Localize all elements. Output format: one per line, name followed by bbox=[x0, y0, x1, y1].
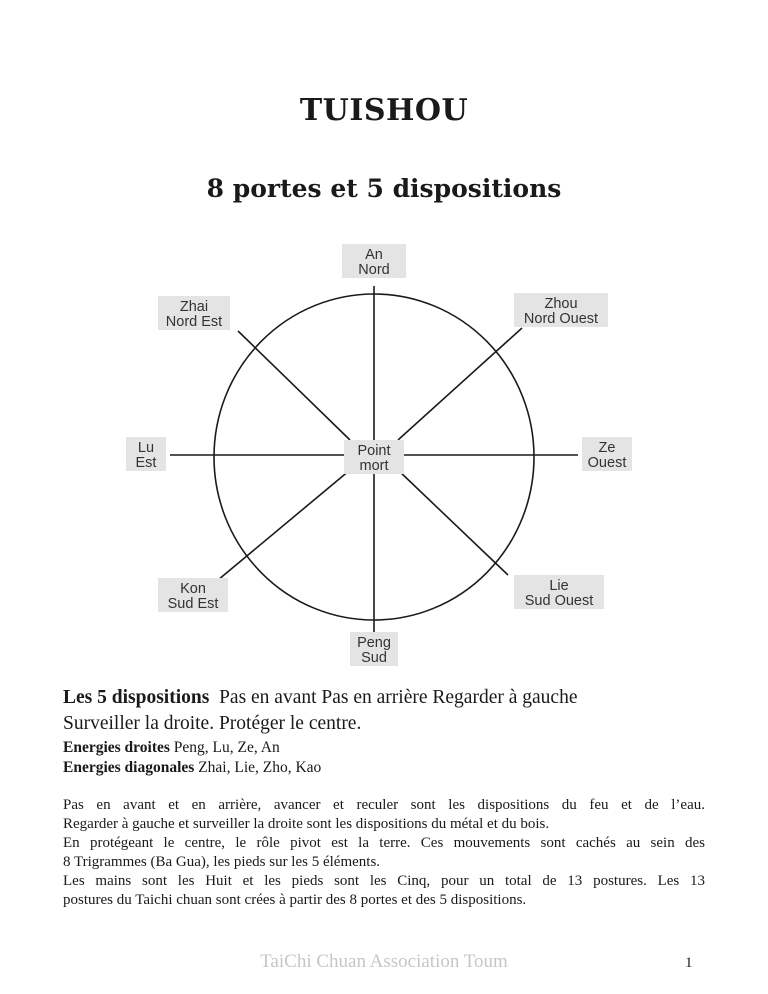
spoke-southwest bbox=[398, 470, 508, 575]
spoke-southeast bbox=[218, 470, 350, 580]
paragraph-line: 8 Trigrammes (Ba Gua), les pieds sur les 5 éléments. bbox=[63, 854, 381, 870]
gate-south-direction: Sud bbox=[361, 650, 387, 666]
gate-south-name: Peng bbox=[357, 635, 391, 651]
gate-northeast-direction: Nord Est bbox=[165, 314, 223, 330]
gate-north-direction: Nord bbox=[358, 262, 390, 278]
gate-northeast bbox=[158, 296, 230, 330]
paragraph-line: Pas en avant et en arrière, avancer et reculer sont les dispositions du feu et de l’eau. bbox=[63, 797, 705, 813]
gate-southeast-direction: Sud Est bbox=[167, 596, 219, 612]
gate-southwest bbox=[514, 575, 604, 609]
gate-northwest bbox=[514, 293, 608, 327]
gate-west-direction: Ouest bbox=[587, 455, 627, 471]
center-label-line2: mort bbox=[359, 458, 389, 474]
gate-northwest-direction: Nord Ouest bbox=[523, 311, 599, 327]
spoke-northeast bbox=[238, 331, 350, 440]
page-subtitle: 8 portes et 5 dispositions bbox=[206, 174, 562, 203]
center-point bbox=[344, 440, 404, 474]
gate-southwest-direction: Sud Ouest bbox=[524, 593, 594, 609]
gate-east-direction: Est bbox=[135, 455, 157, 471]
gate-southwest-name: Lie bbox=[549, 578, 569, 594]
gate-northeast-name: Zhai bbox=[179, 299, 209, 315]
gate-west bbox=[582, 437, 632, 471]
dispositions-text-2: Surveiller la droite. Protéger le centre. bbox=[63, 713, 362, 734]
dispositions-text: Pas en avant Pas en arrière Regarder à gauche bbox=[219, 687, 578, 708]
gate-east bbox=[126, 437, 166, 471]
energies-diagonales-text: Zhai, Lie, Zho, Kao bbox=[198, 759, 322, 776]
paragraph-line: postures du Taichi chuan sont crées à partir des 8 portes et des 5 dispositions. bbox=[63, 892, 527, 908]
energies-section bbox=[63, 738, 705, 778]
energies-droites-text: Peng, Lu, Ze, An bbox=[173, 739, 280, 756]
dispositions-section bbox=[63, 685, 705, 737]
footer-text: TaiChi Chuan Association Toum bbox=[260, 951, 508, 972]
dispositions-heading: Les 5 dispositions bbox=[63, 687, 210, 708]
energies-diagonales-label: Energies diagonales bbox=[63, 759, 195, 776]
gate-northwest-name: Zhou bbox=[544, 296, 578, 312]
page-title: TUISHOU bbox=[299, 93, 469, 128]
gate-west-name: Ze bbox=[598, 440, 616, 456]
gate-north bbox=[342, 244, 406, 278]
spoke-northwest bbox=[398, 328, 522, 440]
page-number: 1 bbox=[685, 955, 693, 971]
energies-droites-label: Energies droites bbox=[63, 739, 170, 756]
body-paragraph bbox=[63, 796, 705, 910]
gate-southeast bbox=[158, 578, 228, 612]
paragraph-line: Regarder à gauche et surveiller la droite sont les dispositions du métal et du bois. bbox=[63, 816, 550, 832]
gate-southeast-name: Kon bbox=[180, 581, 206, 597]
center-label-line1: Point bbox=[357, 443, 391, 459]
gate-east-name: Lu bbox=[137, 440, 155, 456]
paragraph-line: En protégeant le centre, le rôle pivot est la terre. Ces mouvements sont cachés au sein des bbox=[63, 835, 705, 851]
gate-north-name: An bbox=[365, 247, 383, 263]
paragraph-line: Les mains sont les Huit et les pieds sont les Cinq, pour un total de 13 postures. Les 13 bbox=[63, 873, 705, 889]
gate-south bbox=[350, 632, 398, 666]
